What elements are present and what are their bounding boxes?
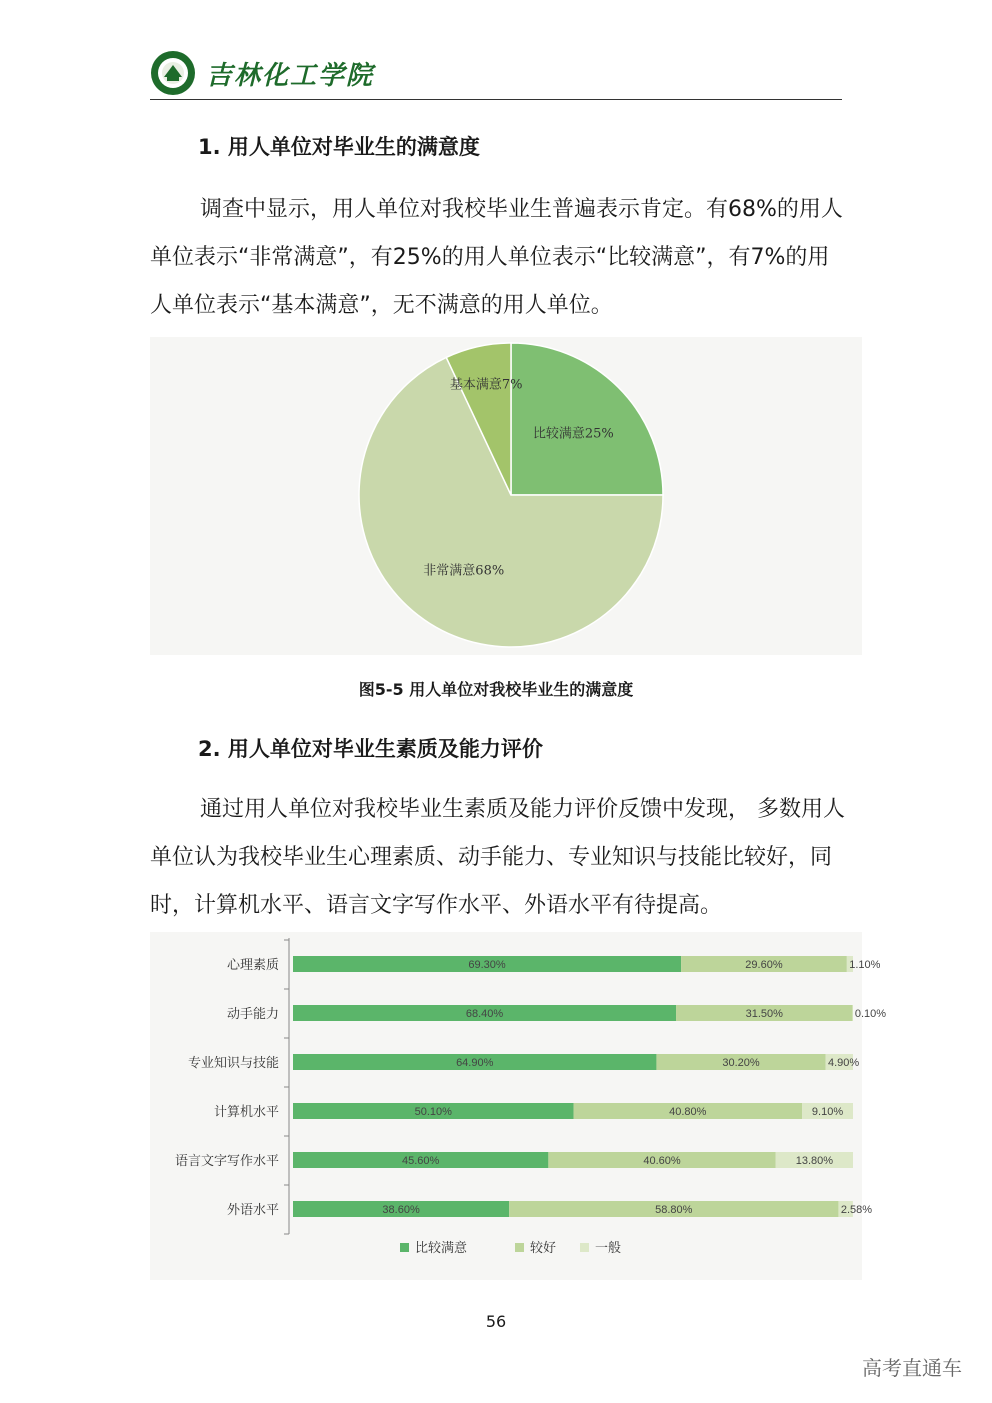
bar-value-label: 0.10%: [854, 1008, 887, 1020]
bar-value-label: 68.40%: [465, 1008, 504, 1020]
school-logo: [150, 48, 374, 98]
legend-swatch: [400, 1243, 409, 1252]
category-label: 专业知识与技能: [187, 1056, 279, 1071]
bar-value-label: 1.10%: [849, 959, 881, 971]
legend-swatch: [580, 1243, 589, 1252]
legend-label: 较好: [530, 1241, 557, 1256]
legend-swatch: [515, 1243, 524, 1252]
bar-value-label: 45.60%: [402, 1155, 440, 1167]
category-label: 心理素质: [226, 958, 279, 973]
pie-slice-label: 非常满意68%: [423, 563, 505, 579]
pie-chart-svg: [150, 337, 862, 655]
bar-value-label: 58.80%: [655, 1204, 693, 1216]
category-label: 计算机水平: [213, 1105, 279, 1120]
bar-chart-svg: [150, 932, 887, 1280]
bar-value-label: 2.58%: [840, 1204, 873, 1216]
legend-label: 一般: [595, 1241, 622, 1256]
satisfaction-pie-chart: [150, 337, 862, 655]
legend-label: 比较满意: [415, 1241, 468, 1256]
header-divider: [150, 99, 842, 100]
bar-value-label: 4.90%: [827, 1057, 860, 1069]
bar-value-label: 29.60%: [745, 959, 783, 971]
bar-value-label: 13.80%: [795, 1155, 834, 1167]
category-label: 动手能力: [226, 1007, 279, 1022]
bar-value-label: 50.10%: [414, 1106, 452, 1118]
bar-value-label: 38.60%: [382, 1204, 420, 1216]
bar-value-label: 69.30%: [468, 959, 506, 971]
quality-bar-chart: [150, 932, 887, 1280]
bar-segment: [852, 1005, 853, 1021]
section-heading-satisfaction: 1. 用人单位对毕业生的满意度: [198, 135, 480, 159]
category-label: 外语水平: [226, 1203, 279, 1218]
bar-value-label: 40.80%: [669, 1106, 707, 1118]
page-number: 56: [485, 1312, 507, 1331]
pie-slice-label: 比较满意25%: [532, 426, 614, 442]
watermark: 高考直通车: [862, 1356, 962, 1380]
school-seal-icon: [150, 50, 196, 96]
school-name: 吉林化工学院: [206, 60, 375, 91]
figure-caption: 图5-5 用人单位对我校毕业生的满意度: [358, 680, 634, 699]
satisfaction-paragraph: 调查中显示，用人单位对我校毕业生普遍表示肯定。有68%的用人单位表示“非常满意”，有25%的用人单位表示“比较满意”，有7%的用人单位表示“基本满意”，无不满意的用人单位。: [150, 197, 843, 318]
bar-value-label: 40.60%: [643, 1155, 681, 1167]
section-heading-quality: 2. 用人单位对毕业生素质及能力评价: [198, 737, 543, 761]
bar-value-label: 30.20%: [722, 1057, 760, 1069]
bar-value-label: 9.10%: [811, 1106, 844, 1118]
pie-slice-label: 基本满意7%: [449, 377, 523, 393]
bar-value-label: 31.50%: [745, 1008, 783, 1020]
bar-value-label: 64.90%: [456, 1057, 494, 1069]
category-label: 语言文字写作水平: [174, 1154, 279, 1169]
pie-slice: [511, 343, 663, 495]
quality-paragraph: 通过用人单位对我校毕业生素质及能力评价反馈中发现， 多数用人单位认为我校毕业生心理素质、动手能力、专业知识与技能比较好，同时，计算机水平、语言文字写作水平、外语水平有待提高。: [150, 797, 845, 918]
